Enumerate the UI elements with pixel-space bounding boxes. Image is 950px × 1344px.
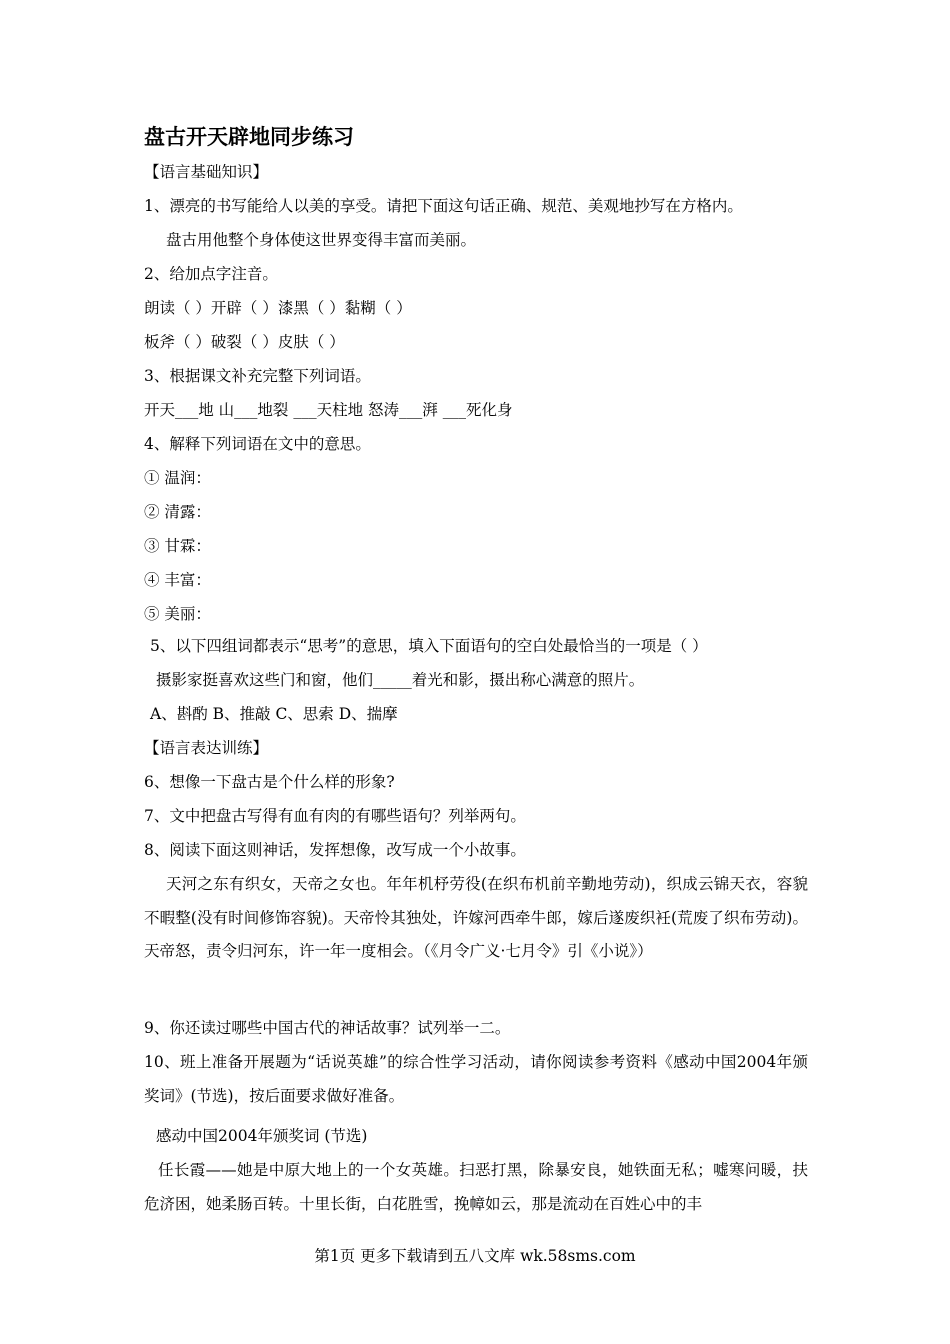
question-7: 7、文中把盘古写得有血有肉的有哪些语句？列举两句。 [144,807,526,825]
page-footer: 第1页 更多下载请到五八文库 wk.58sms.com [314,1247,636,1265]
question-4-item-1: ① 温润： [144,469,211,487]
question-9: 9、你还读过哪些中国古代的神话故事？试列举一二。 [144,1019,511,1037]
question-10-subtitle: 感动中国2004年颁奖词 (节选) [156,1127,368,1145]
question-1: 1、漂亮的书写能给人以美的享受。请把下面这句话正确、规范、美观地抄写在方格内。 [144,197,743,215]
question-4-item-5: ⑤ 美丽： [144,605,211,623]
question-8-passage: 天河之东有织女，天帝之女也。年年机杼劳役(在织布机前辛勤地劳动)，织成云锦天衣，容貌不暇整(没有时间修饰容貌)。天帝怜其独处，许嫁河西牵牛郎，嫁后遂废织衽(荒废了织布劳动)。天帝怒，责令归河东，许一年一度相会。（《月令广义·七月令》引《小说》） [144,875,808,960]
question-2-row-2: 板斧（ ）破裂（ ）皮肤（ ） [144,333,345,351]
question-5-options: A、斟酌 B、推敲 C、思索 D、揣摩 [150,705,398,723]
question-10-passage: 任长霞——她是中原大地上的一个女英雄。扫恶打黑，除暴安良，她铁面无私；嘘寒问暖，扶危济困，她柔肠百转。十里长街，白花胜雪，挽幛如云，那是流动在百姓心中的丰 [144,1161,808,1213]
question-2-row-1: 朗读（ ）开辟（ ）漆黑（ ）黏糊（ ） [144,299,412,317]
question-6: 6、想像一下盘古是个什么样的形象? [144,773,395,791]
question-3-row: 开天___地 山___地裂 ___天柱地 怒涛___湃 ___死化身 [144,401,513,419]
page-title: 盘古开天辟地同步练习 [144,124,354,149]
section-heading-expression: 【语言表达训练】 [144,739,269,757]
question-5: 5、以下四组词都表示“思考”的意思，填入下面语句的空白处最恰当的一项是（ ） [150,637,708,655]
question-4-item-4: ④ 丰富： [144,571,211,589]
question-4: 4、解释下列词语在文中的意思。 [144,435,371,453]
question-3: 3、根据课文补充完整下列词语。 [144,367,371,385]
question-4-item-3: ③ 甘霖： [144,537,211,555]
question-4-item-2: ② 清露： [144,503,211,521]
question-2: 2、给加点字注音。 [144,265,278,283]
section-heading-basic: 【语言基础知识】 [144,163,269,181]
question-8: 8、阅读下面这则神话，发挥想像，改写成一个小故事。 [144,841,526,859]
question-10: 10、班上准备开展题为“话说英雄”的综合性学习活动，请你阅读参考资料《感动中国2004年颁奖词》(节选)，按后面要求做好准备。 [144,1053,808,1105]
question-1-sentence: 盘古用他整个身体使这世界变得丰富而美丽。 [166,231,477,249]
question-5-sentence: 摄影家挺喜欢这些门和窗，他们_____着光和影，摄出称心满意的照片。 [156,671,645,689]
